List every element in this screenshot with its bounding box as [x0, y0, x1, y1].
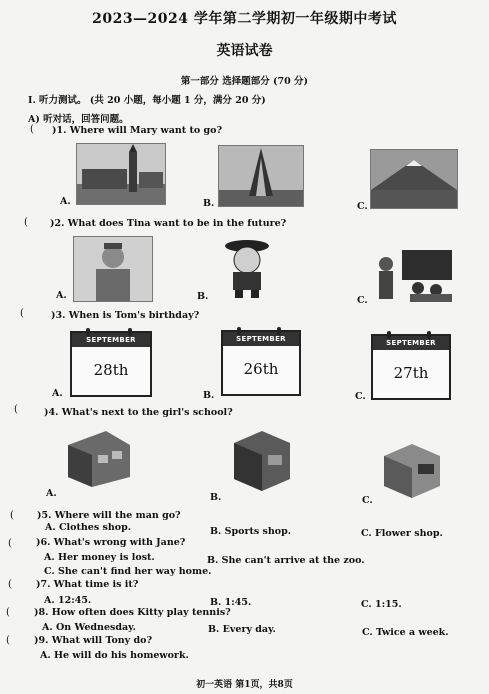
option-c: C. Flower shop. — [361, 528, 443, 539]
option-c: C. — [357, 295, 368, 306]
question-7: )7. What time is it? — [36, 579, 139, 590]
teacher-picture — [374, 248, 456, 304]
paris-picture — [218, 145, 304, 207]
option-c: C. — [355, 391, 366, 402]
option-b: B. 1:45. — [210, 597, 252, 608]
option-a: A. 12:45. — [44, 595, 92, 606]
option-b: B. — [197, 291, 209, 302]
calendar-c — [371, 334, 451, 400]
option-b: B. — [203, 198, 215, 209]
exam-title: 2023—2024 学年第二学期初一年级期中考试 — [92, 11, 397, 27]
option-b: B. — [210, 492, 222, 503]
exam-subtitle: 英语试卷 — [216, 43, 273, 59]
nurse-picture — [73, 236, 153, 302]
answer-paren: ( — [20, 308, 24, 319]
answer-paren: ( — [24, 217, 28, 228]
option-a: A. Her money is lost. — [44, 552, 155, 563]
page-footer: 初一英语 第1页，共8页 — [196, 680, 293, 690]
option-a: A. — [46, 488, 57, 499]
answer-paren: ( — [6, 607, 10, 618]
mountain-picture — [370, 149, 458, 209]
question-3: )3. When is Tom's birthday? — [51, 310, 200, 321]
calendar-a — [70, 331, 152, 397]
question-6: )6. What's wrong with Jane? — [36, 537, 186, 548]
calendar-day: 26th — [243, 360, 279, 378]
police-picture — [218, 236, 276, 298]
question-1: )1. Where will Mary want to go? — [52, 125, 223, 136]
question-5: )5. Where will the man go? — [37, 510, 181, 521]
calendar-day: 28th — [93, 361, 129, 379]
option-b: B. She can't arrive at the zoo. — [207, 555, 365, 566]
calendar-month: SEPTEMBER — [223, 332, 299, 346]
calendar-month: SEPTEMBER — [373, 336, 449, 350]
question-9: )9. What will Tony do? — [34, 635, 153, 646]
part-heading: 第一部分 选择题部分 (70 分) — [180, 76, 309, 87]
calendar-day: 27th — [393, 364, 429, 382]
building-b-picture — [228, 425, 296, 493]
option-a: A. He will do his homework. — [40, 650, 189, 661]
building-c-picture — [380, 440, 444, 498]
question-2: )2. What does Tina want to be in the future? — [50, 218, 287, 229]
calendar-b — [221, 330, 301, 396]
answer-paren: ( — [14, 404, 18, 415]
option-b: B. Every day. — [208, 624, 276, 635]
option-b: B. Sports shop. — [210, 526, 292, 537]
question-8: )8. How often does Kitty play tennis? — [34, 607, 231, 618]
option-a: A. — [52, 388, 63, 399]
option-a: A. — [60, 196, 71, 207]
answer-paren: ( — [8, 538, 12, 549]
option-a: A. — [56, 290, 67, 301]
option-a: A. On Wednesday. — [42, 622, 136, 633]
question-4: )4. What's next to the girl's school? — [44, 407, 233, 418]
calendar-month: SEPTEMBER — [72, 333, 150, 347]
answer-paren: ( — [6, 635, 10, 646]
answer-paren: ( — [30, 124, 34, 135]
option-c: C. She can't find her way home. — [44, 566, 212, 577]
option-c: C. — [362, 495, 373, 506]
answer-paren: ( — [10, 510, 14, 521]
section-heading: I. 听力测试。 (共 20 小题，每小题 1 分，满分 20 分) — [28, 95, 266, 106]
building-a-picture — [58, 425, 136, 487]
section-subheading: A) 听对话，回答问题。 — [28, 114, 129, 125]
option-b: B. — [203, 390, 215, 401]
option-c: C. Twice a week. — [362, 627, 449, 638]
option-c: C. — [357, 201, 368, 212]
option-a: A. Clothes shop. — [45, 522, 132, 533]
answer-paren: ( — [8, 579, 12, 590]
option-c: C. 1:15. — [361, 599, 402, 610]
london-picture — [76, 143, 166, 205]
